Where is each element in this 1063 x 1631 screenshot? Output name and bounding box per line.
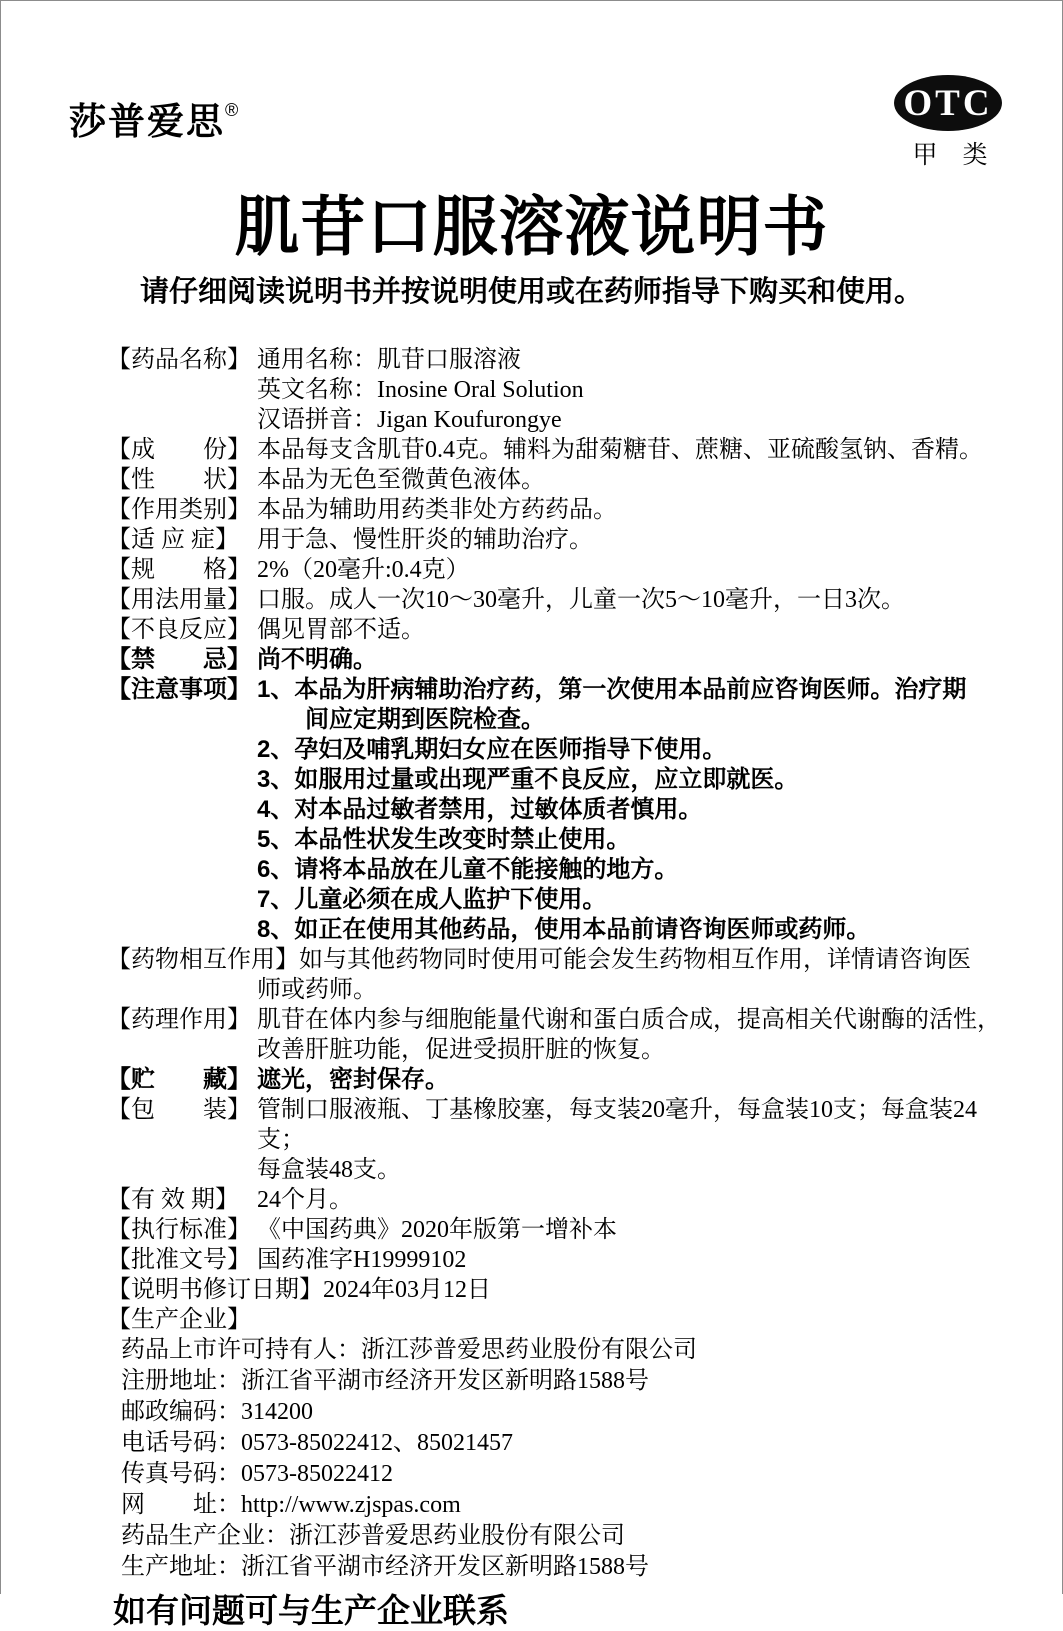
section-text: 改善肝脏功能，促进受损肝脏的恢复。 — [257, 1037, 665, 1063]
otc-label: OTC — [903, 82, 993, 124]
section-row — [107, 1275, 1022, 1305]
registered-trademark-icon: ® — [225, 100, 239, 120]
section-text: 英文名称：Inosine Oral Solution — [257, 377, 584, 403]
section-text: 本品每支含肌苷0.4克。辅料为甜菊糖苷、蔗糖、亚硫酸氢钠、香精。 — [257, 437, 983, 463]
brand-logo — [69, 91, 238, 145]
section-label: 【药品名称】 — [107, 347, 251, 373]
manufacturer-line: 药品上市许可持有人：浙江莎普爱思药业股份有限公司 — [121, 1337, 697, 1363]
section-row — [107, 615, 1022, 645]
otc-icon — [894, 75, 1002, 131]
section-text: 间应定期到医院检查。 — [305, 706, 545, 733]
header — [1, 51, 1062, 169]
manufacturer-line: 注册地址：浙江省平湖市经济开发区新明路1588号 — [121, 1368, 649, 1394]
section-label: 【贮 藏】 — [107, 1066, 251, 1093]
section-text: 尚不明确。 — [257, 646, 377, 673]
section-row — [107, 1245, 1022, 1275]
section-text: 本品为辅助用药类非处方药药品。 — [257, 497, 617, 523]
section-text: 7、儿童必须在成人监护下使用。 — [257, 886, 607, 913]
section-text: 每盒装48支。 — [257, 1157, 401, 1183]
section-label: 【性 状】 — [107, 467, 251, 493]
manufacturer-line: 生产地址：浙江省平湖市经济开发区新明路1588号 — [121, 1554, 649, 1580]
manufacturer-line: 邮政编码：314200 — [121, 1399, 313, 1425]
otc-badge — [894, 75, 1006, 171]
section-label: 【药物相互作用】 — [107, 947, 299, 973]
section-row — [107, 1005, 1022, 1065]
footer-note: 如有问题可与生产企业联系 — [113, 1592, 509, 1629]
section-text: 8、如正在使用其他药品，使用本品前请咨询医师或药师。 — [257, 916, 871, 943]
section-text: 4、对本品过敏者禁用，过敏体质者慎用。 — [257, 796, 703, 823]
section-label: 【说明书修订日期】 — [107, 1277, 323, 1303]
section-label: 【药理作用】 — [107, 1007, 251, 1033]
section-label: 【作用类别】 — [107, 497, 251, 523]
section-row — [107, 1185, 1022, 1215]
section-label: 【不良反应】 — [107, 617, 251, 643]
section-label: 【包 装】 — [107, 1097, 251, 1123]
manufacturer-line: 网 址：http://www.zjspas.com — [121, 1492, 461, 1518]
section-text: 5、本品性状发生改变时禁止使用。 — [257, 826, 631, 853]
section-row — [107, 345, 1022, 435]
section-row — [107, 585, 1022, 615]
section-text: 《中国药典》2020年版第一增补本 — [257, 1217, 617, 1243]
section-row — [107, 1065, 1022, 1095]
section-text: 2024年03月12日 — [323, 1277, 491, 1303]
section-text: 如与其他药物同时使用可能会发生药物相互作用，详情请咨询医 — [299, 947, 971, 973]
section-label: 【注意事项】 — [107, 676, 251, 703]
section-text: 24个月。 — [257, 1187, 353, 1213]
section-text: 本品为无色至微黄色液体。 — [257, 467, 545, 493]
section-label: 【有 效 期】 — [107, 1187, 239, 1213]
section-row — [107, 555, 1022, 585]
section-text: 通用名称：肌苷口服溶液 — [257, 347, 521, 373]
section-label: 【批准文号】 — [107, 1247, 251, 1273]
section-row — [107, 1215, 1022, 1245]
section-text: 师或药师。 — [257, 977, 377, 1003]
section-label: 【规 格】 — [107, 557, 251, 583]
section-text: 2%（20毫升:0.4克） — [257, 557, 470, 583]
section-text: 2、孕妇及哺乳期妇女应在医师指导下使用。 — [257, 736, 727, 763]
section-row — [107, 1095, 1022, 1185]
section-label: 【执行标准】 — [107, 1217, 251, 1243]
sections-list — [107, 345, 1022, 1335]
section-text: 6、请将本品放在儿童不能接触的地方。 — [257, 856, 679, 883]
section-text: 偶见胃部不适。 — [257, 617, 425, 643]
manufacturer-line: 药品生产企业：浙江莎普爱思药业股份有限公司 — [121, 1523, 625, 1549]
section-text: 口服。成人一次10～30毫升，儿童一次5～10毫升，一日3次。 — [257, 587, 905, 613]
section-text: 用于急、慢性肝炎的辅助治疗。 — [257, 527, 593, 553]
manufacturer-line: 电话号码：0573-85022412、85021457 — [121, 1430, 513, 1456]
section-row — [107, 675, 1022, 945]
section-text: 3、如服用过量或出现严重不良反应，应立即就医。 — [257, 766, 799, 793]
section-row — [107, 1305, 1022, 1335]
section-label: 【适 应 症】 — [107, 527, 239, 553]
brand-name: 莎普爱思 — [69, 101, 225, 142]
section-text: 1、本品为肝病辅助治疗药，第一次使用本品前应咨询医师。治疗期 — [257, 676, 967, 703]
section-text: 肌苷在体内参与细胞能量代谢和蛋白质合成，提高相关代谢酶的活性， — [257, 1007, 1001, 1033]
section-label: 【用法用量】 — [107, 587, 251, 613]
section-label: 【禁 忌】 — [107, 646, 251, 673]
section-row — [107, 435, 1022, 465]
section-text: 国药准字H19999102 — [257, 1247, 467, 1273]
section-label: 【成 份】 — [107, 437, 251, 463]
manufacturer-line: 传真号码：0573-85022412 — [121, 1461, 393, 1487]
page-title: 肌苷口服溶液说明书 — [234, 190, 829, 263]
section-row — [107, 525, 1022, 555]
page-subtitle: 请仔细阅读说明书并按说明使用或在药师指导下购买和使用。 — [139, 276, 923, 308]
section-row — [107, 495, 1022, 525]
section-row — [107, 645, 1022, 675]
section-text: 遮光，密封保存。 — [257, 1066, 449, 1093]
manufacturer-block — [121, 1335, 1022, 1583]
otc-class-label: 甲 类 — [912, 141, 988, 169]
section-label: 【生产企业】 — [107, 1307, 251, 1333]
section-row — [107, 465, 1022, 495]
section-text: 管制口服液瓶、丁基橡胶塞，每支装20毫升，每盒装10支；每盒装24支； — [257, 1097, 977, 1153]
section-text: 汉语拼音：Jigan Koufurongye — [257, 407, 562, 433]
section-row — [107, 945, 1022, 1005]
